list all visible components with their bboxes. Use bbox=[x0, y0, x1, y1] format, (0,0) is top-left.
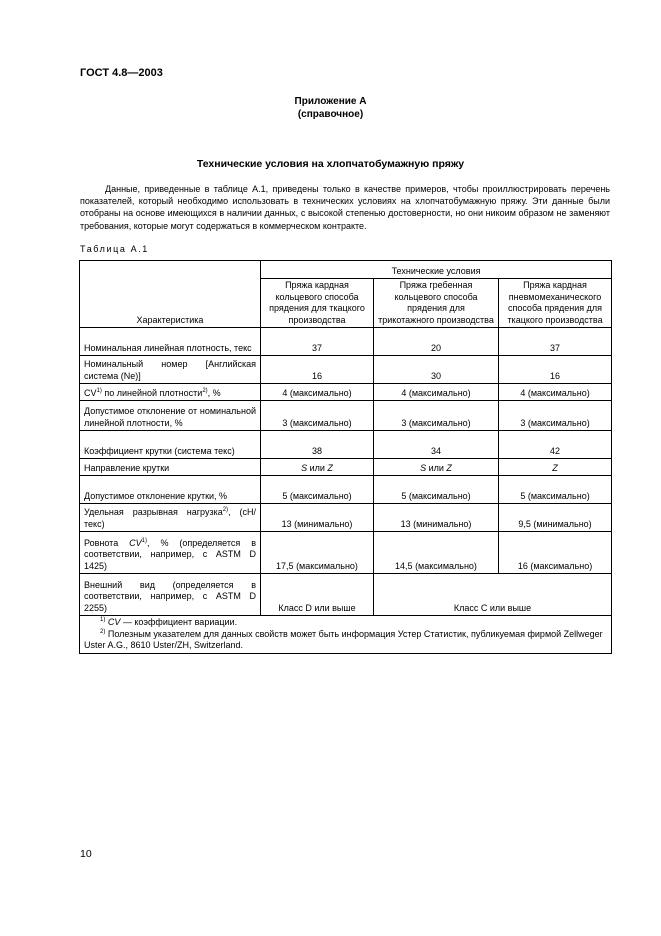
table-cell: 30 bbox=[374, 356, 499, 384]
table-notes bbox=[80, 616, 612, 654]
row-label: Номинальная линейная плотность, текс bbox=[80, 328, 261, 356]
table-cell bbox=[499, 459, 612, 476]
table-cell: 3 (максимально) bbox=[261, 401, 374, 431]
column-header: Пряжа кардная кольцевого способа прядения для ткацкого производства bbox=[261, 279, 374, 328]
appendix-heading bbox=[0, 95, 661, 121]
table-row bbox=[80, 328, 612, 356]
row-label: Номинальный номер [Английская система (Ne)] bbox=[80, 356, 261, 384]
twist-direction: S bbox=[301, 462, 308, 473]
appendix-title: Приложение А bbox=[294, 96, 367, 107]
label-text: CV bbox=[84, 387, 97, 398]
footnote bbox=[84, 617, 607, 629]
table-caption: Таблица А.1 bbox=[80, 244, 149, 254]
table-cell: 13 (минимально) bbox=[261, 504, 374, 532]
table-cell: 17,5 (максимально) bbox=[261, 532, 374, 574]
table-row bbox=[80, 356, 612, 384]
label-text: , % (определяется в соответствии, например, с ASTM D 1425) bbox=[84, 537, 256, 571]
twist-direction: Z bbox=[446, 462, 452, 473]
cell-text: или bbox=[307, 462, 328, 473]
table-cell bbox=[261, 459, 374, 476]
table-cell: 20 bbox=[374, 328, 499, 356]
footnote-ref: 2) bbox=[202, 387, 208, 394]
row-label: Коэффициент крутки (система текс) bbox=[80, 431, 261, 459]
table-cell: 3 (максимально) bbox=[499, 401, 612, 431]
column-header: Пряжа кардная пневмомеханического способа прядения для ткацкого производства bbox=[499, 279, 612, 328]
section-title: Технические условия на хлопчатобумажную пряжу bbox=[196, 158, 465, 170]
column-header: Пряжа гребенная кольцевого способа прядения для трикотажного производства bbox=[374, 279, 499, 328]
row-label: Допустимое отклонение крутки, % bbox=[80, 476, 261, 504]
table-cell: 9,5 (минимально) bbox=[499, 504, 612, 532]
table-notes-row bbox=[80, 616, 612, 654]
twist-direction: S bbox=[420, 462, 427, 473]
row-label bbox=[80, 384, 261, 401]
footnote bbox=[84, 629, 607, 652]
footnote-mark: 2) bbox=[100, 628, 106, 635]
footnote-ref: 2) bbox=[222, 507, 229, 513]
spec-group-header: Технические условия bbox=[261, 261, 612, 279]
row-label: Направление крутки bbox=[80, 459, 261, 476]
table-row bbox=[80, 574, 612, 616]
twist-direction: Z bbox=[327, 462, 333, 473]
table-cell bbox=[374, 459, 499, 476]
table-header-row bbox=[80, 261, 612, 279]
table-cell: 38 bbox=[261, 431, 374, 459]
cell-text: или bbox=[426, 462, 447, 473]
row-label: Допустимое отклонение от номинальной линейной плотности, % bbox=[80, 401, 261, 431]
footnote-ref: 1) bbox=[141, 537, 147, 544]
table-cell: Класс С или выше bbox=[374, 574, 612, 616]
table-cell: 5 (максимально) bbox=[374, 476, 499, 504]
table-cell: 4 (максимально) bbox=[261, 384, 374, 401]
footnote-indent bbox=[84, 629, 100, 639]
appendix-subtitle: (справочное) bbox=[297, 109, 364, 120]
table-cell: 4 (максимально) bbox=[499, 384, 612, 401]
intro-paragraph: Данные, приведенные в таблице А.1, приведены только в качестве примеров, чтобы проиллюстрировать перечень показателей, который необходимо использовать в технических условиях на хлопчатобумажную пряжу. Эти данные были отобраны на основе имеющихся в наличии данных, с высокой степенью достоверности, но они никоим образом не заменяют требования, которые могут содержаться в коммерческом контракте. bbox=[80, 184, 610, 231]
row-label bbox=[80, 504, 261, 532]
table-cell: Класс D или выше bbox=[261, 574, 374, 616]
footnote-term: CV bbox=[107, 617, 121, 627]
row-label bbox=[80, 532, 261, 574]
table-cell: 16 (максимально) bbox=[499, 532, 612, 574]
table-cell: 14,5 (максимально) bbox=[374, 532, 499, 574]
label-text: CV bbox=[129, 537, 142, 548]
table-row bbox=[80, 384, 612, 401]
twist-direction: Z bbox=[552, 462, 558, 473]
footnote-text: Полезным указателем для данных свойств может быть информация Устер Статистик, публикуемая фирмой Zellweger Uster A.G., 8610 Uster/ZH, Switzerland. bbox=[84, 628, 603, 650]
table-cell: 37 bbox=[499, 328, 612, 356]
table-cell: 34 bbox=[374, 431, 499, 459]
footnote-mark: 1) bbox=[100, 617, 106, 623]
table-cell: 37 bbox=[261, 328, 374, 356]
spec-table bbox=[79, 260, 612, 654]
table-cell: 13 (минимально) bbox=[374, 504, 499, 532]
table-cell: 4 (максимально) bbox=[374, 384, 499, 401]
label-text: по линейной плотности bbox=[101, 387, 203, 398]
page-number: 10 bbox=[80, 848, 92, 860]
document-id: ГОСТ 4.8—2003 bbox=[80, 67, 163, 79]
footnote-text: — коэффициент вариации. bbox=[120, 617, 238, 627]
label-text: Ровнота bbox=[84, 537, 130, 548]
table-row bbox=[80, 476, 612, 504]
table-cell: 5 (максимально) bbox=[261, 476, 374, 504]
table-cell: 5 (максимально) bbox=[499, 476, 612, 504]
label-text: , (сН/текс) bbox=[84, 507, 256, 529]
label-text: Удельная разрывная нагрузка bbox=[84, 507, 223, 517]
table-cell: 3 (максимально) bbox=[374, 401, 499, 431]
table-row bbox=[80, 504, 612, 532]
table-cell: 16 bbox=[261, 356, 374, 384]
table-row bbox=[80, 401, 612, 431]
footnote-ref: 1) bbox=[96, 387, 102, 394]
table-row bbox=[80, 532, 612, 574]
label-text: , % bbox=[207, 387, 221, 398]
table-cell: 16 bbox=[499, 356, 612, 384]
characteristic-header: Характеристика bbox=[80, 261, 261, 328]
row-label: Внешний вид (определяется в соответствии, например, с ASTM D 2255) bbox=[80, 574, 261, 616]
table-row bbox=[80, 431, 612, 459]
table-cell: 42 bbox=[499, 431, 612, 459]
table-row bbox=[80, 459, 612, 476]
